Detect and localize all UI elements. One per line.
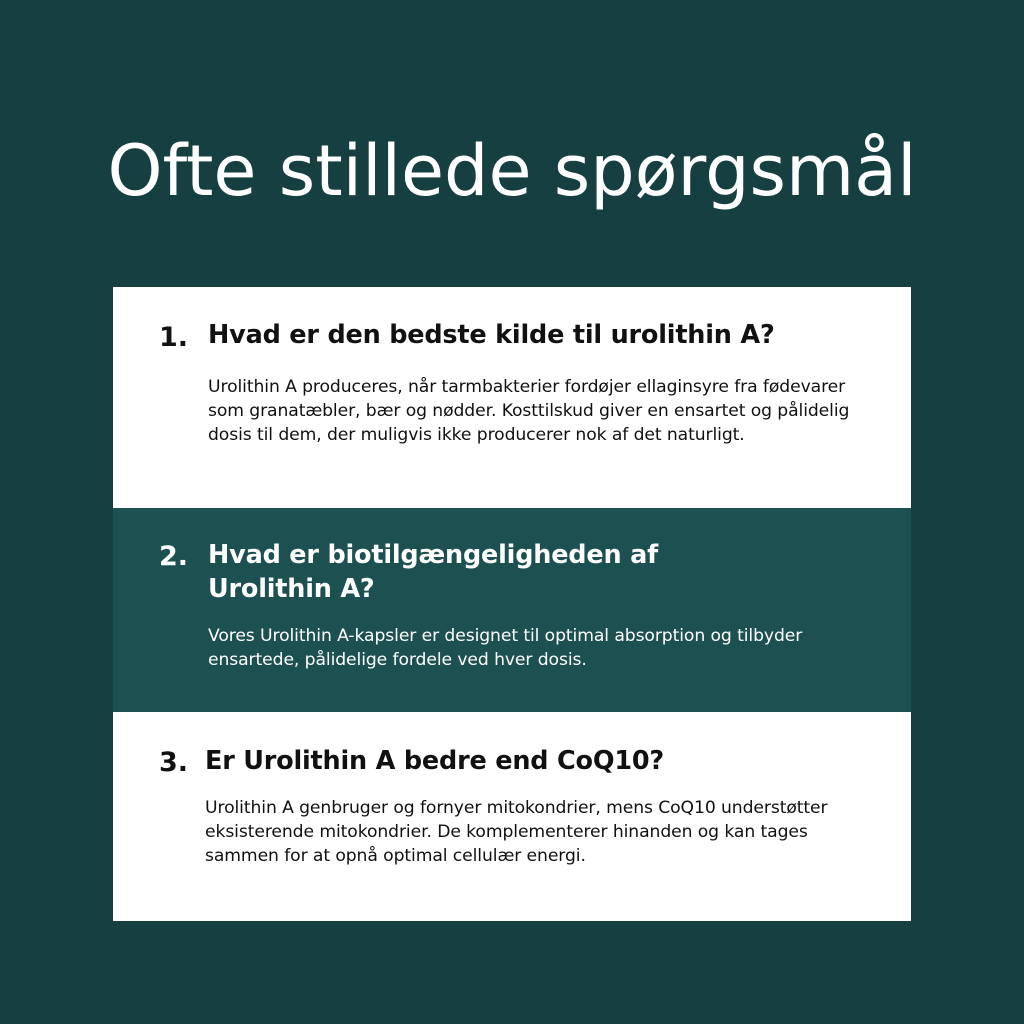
- faq-number: 1.: [159, 322, 189, 353]
- faq-item-2: [113, 508, 911, 712]
- faq-question: Hvad er biotilgængeligheden af Urolithin A?: [208, 540, 658, 604]
- faq-item-3: [113, 712, 911, 921]
- faq-question: Hvad er den bedste kilde til urolithin A?: [208, 320, 775, 350]
- faq-number: 2.: [159, 541, 189, 572]
- faq-answer: Urolithin A genbruger og fornyer mitokondrier, mens CoQ10 understøtter eksisterende mitokondrier. De komplementerer hinanden og kan tages sammen for at opnå optimal cellulær energi.: [205, 798, 828, 866]
- faq-answer: Urolithin A produceres, når tarmbakterier fordøjer ellaginsyre fra fødevarer som granatæbler, bær og nødder. Kosttilskud giver en ensartet og pålidelig dosis til dem, der muligvis ikke producerer nok af det naturligt.: [208, 377, 850, 445]
- faq-answer: Vores Urolithin A-kapsler er designet til optimal absorption og tilbyder ensartede, pålidelige fordele ved hver dosis.: [208, 626, 803, 670]
- faq-question: Er Urolithin A bedre end CoQ10?: [205, 746, 665, 776]
- faq-item-1: [113, 287, 911, 508]
- faq-list: [113, 287, 911, 921]
- page-title: Ofte stillede spørgsmål: [107, 130, 917, 212]
- faq-number: 3.: [159, 747, 189, 778]
